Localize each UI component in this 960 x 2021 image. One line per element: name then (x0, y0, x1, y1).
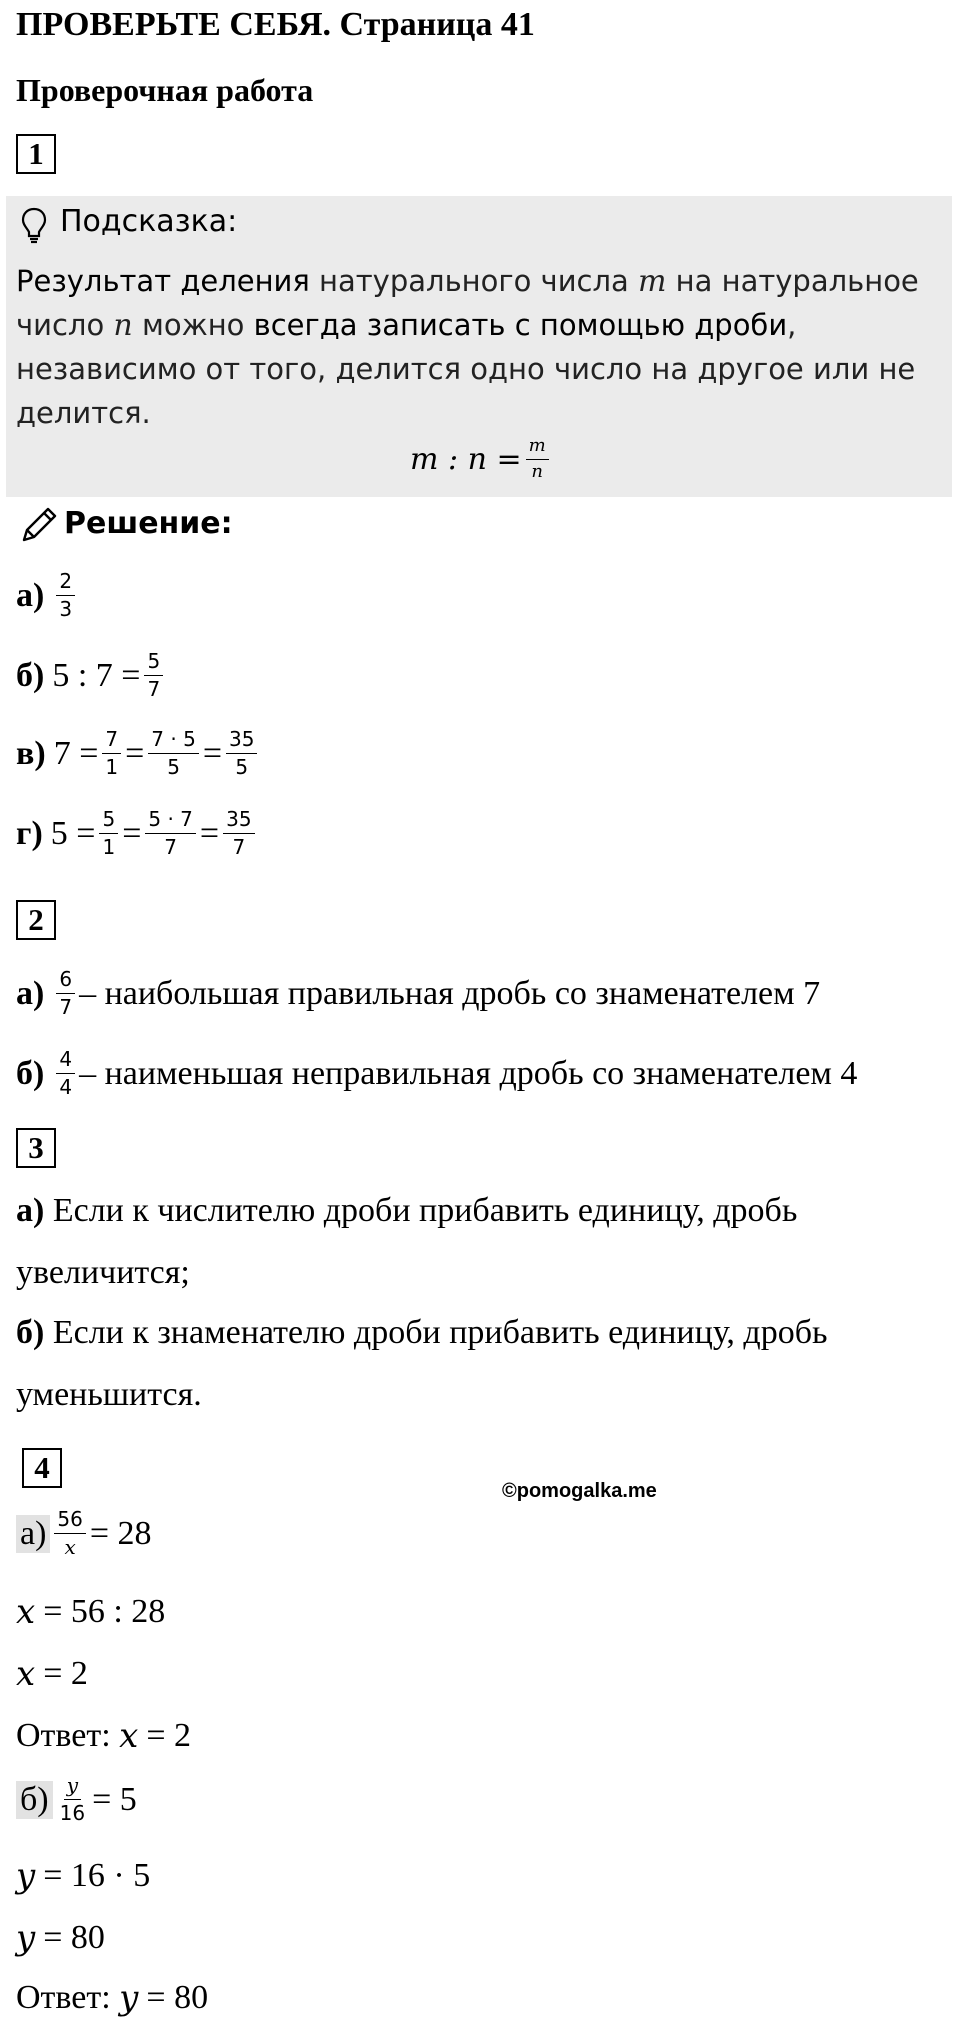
pencil-icon (18, 504, 60, 551)
task3-answer-a-continued: увеличится; (16, 1254, 190, 1291)
lightbulb-icon (20, 206, 48, 249)
task4-b-step-1: y = 16 · 5 (16, 1856, 151, 1896)
page-subtitle: Проверочная работа (16, 72, 314, 108)
task4-equation-b: б) $\frac{y}{16}$ = 5 (16, 1774, 137, 1825)
task-number-4: 4 (22, 1448, 62, 1488)
task4-b-step-2: y = 80 (16, 1918, 105, 1958)
page-title: ПРОВЕРЬТЕ СЕБЯ. Страница 41 (16, 6, 535, 43)
hint-label: Подсказка: (60, 204, 238, 239)
task-number-3: 3 (16, 1128, 56, 1168)
hint-paragraph-line-1: Результат деления натурального числа m на натуральное (16, 264, 919, 299)
task1-answer-c: в) 7 = $\frac{7}{1}$ = $\frac{7 \cdot 5}{5}$ = $\frac{35}{5}$ (16, 728, 261, 779)
task4-a-answer: Ответ: x = 2 (16, 1716, 192, 1756)
watermark: ©pomogalka.me (502, 1480, 657, 1502)
hint-formula: m : n = $\frac{m}{n}$ (410, 436, 553, 482)
task4-b-answer: Ответ: y = 80 (16, 1978, 209, 2018)
task4-a-step-2: x = 2 (16, 1654, 88, 1694)
task2-answer-b: б) $\frac{4}{4}$ – наименьшая неправильная дробь со знаменателем 4 (16, 1047, 858, 1099)
task1-answer-b: б) 5 : 7 = $\frac{5}{7}$ (16, 650, 167, 701)
task-number-2: 2 (16, 900, 56, 940)
hint-box (6, 196, 952, 497)
task1-answer-a: а) $\frac{2}{3}$ (16, 570, 79, 621)
solution-label: Решение: (64, 506, 233, 541)
task3-answer-a: а) Если к числителю дроби прибавить единицу, дробь (16, 1192, 798, 1229)
hint-paragraph-line-4: делится. (16, 396, 151, 430)
task4-a-step-1: x = 56 : 28 (16, 1592, 166, 1632)
hint-paragraph-line-2: число n можно всегда записать с помощью дроби, (16, 308, 797, 343)
task4-equation-a: а) $\frac{56}{x}$ = 28 (16, 1508, 152, 1559)
hint-paragraph-line-3: независимо от того, делится одно число на другое или не (16, 352, 916, 386)
task3-answer-b-continued: уменьшится. (16, 1376, 202, 1413)
task3-answer-b: б) Если к знаменателю дроби прибавить единицу, дробь (16, 1314, 828, 1351)
task2-answer-a: а) $\frac{6}{7}$ – наибольшая правильная дробь со знаменателем 7 (16, 967, 821, 1019)
task-number-1: 1 (16, 134, 56, 174)
task1-answer-d: г) 5 = $\frac{5}{1}$ = $\frac{5 \cdot 7}{7}$ = $\frac{35}{7}$ (16, 808, 259, 859)
